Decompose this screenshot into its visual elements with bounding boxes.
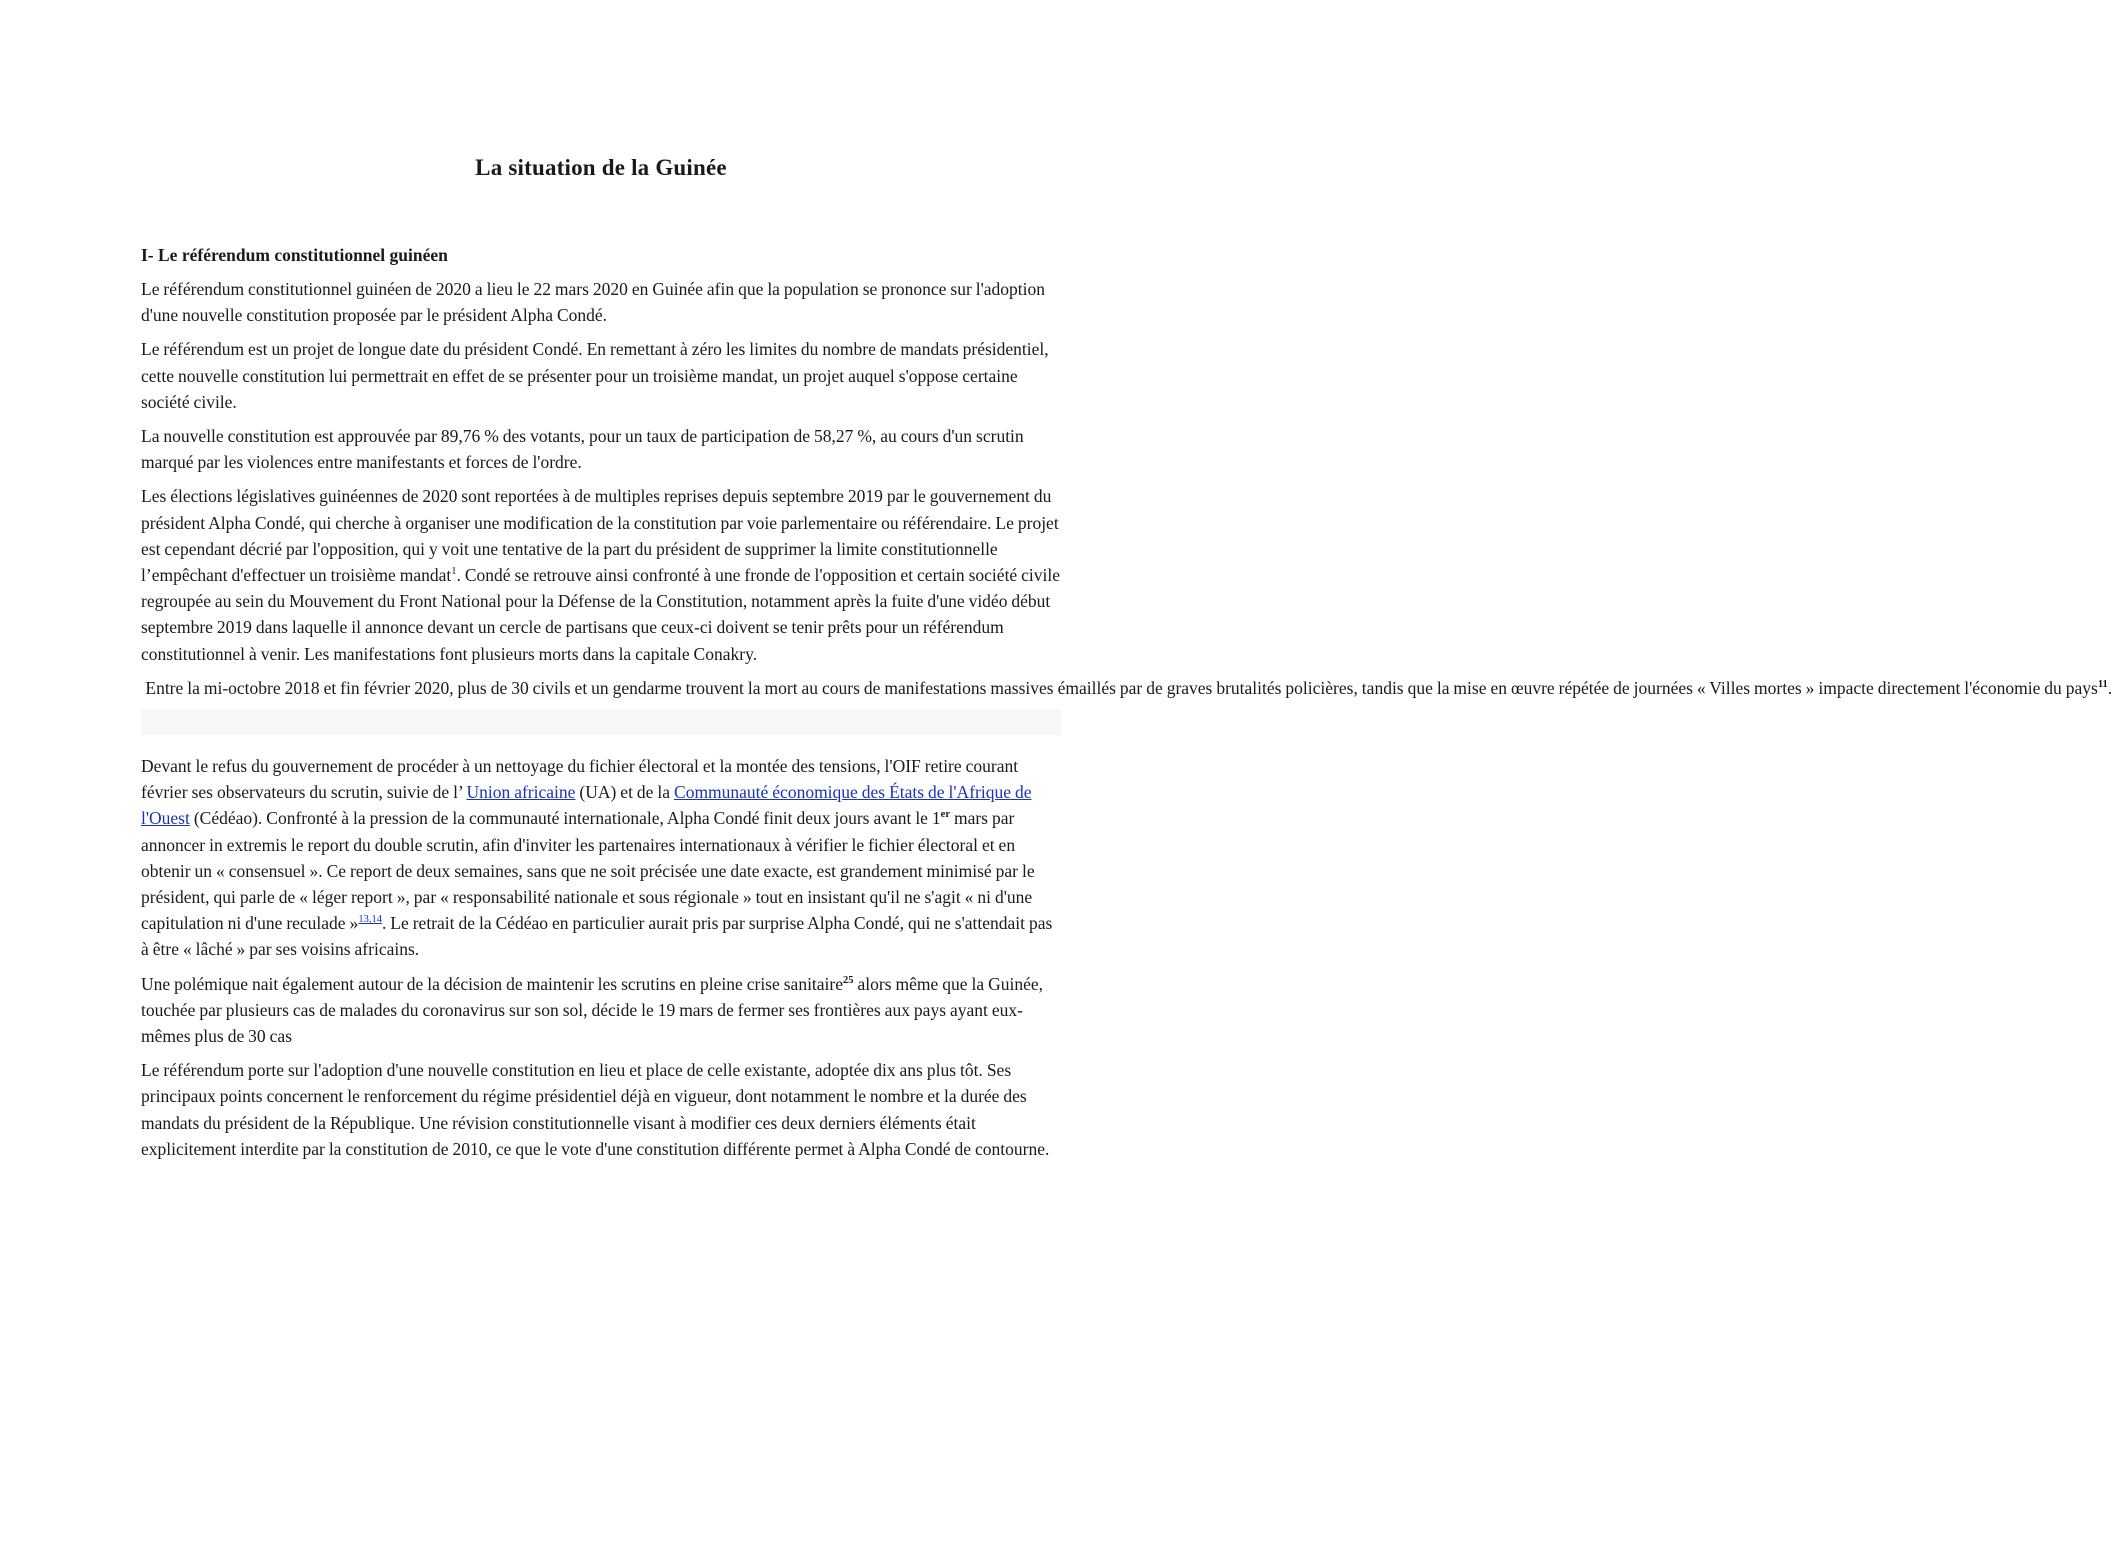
link-cedeao[interactable]: Communauté économique des États de l'Afrique de l'Ouest xyxy=(141,782,1032,829)
paragraph-8: Le référendum porte sur l'adoption d'une nouvelle constitution en lieu et place de celle existante, adoptée dix ans plus tôt. Ses principaux points concernent le renforcement du régime présidentiel déjà en vigueur, dont notamment le nombre et la durée des mandats du président de la République. Une révision constitutionnelle visant à modifier ces deux derniers éléments était explicitement interdite par la constitution de 2010, ce que le vote d'une constitution différente permet à Alpha Condé de contourne. xyxy=(141,1060,1050,1159)
paragraph-6-text-d: mars par annoncer in extremis le report du double scrutin, afin d'inviter les partenaires internationaux à vérifier le fichier électoral et en obtenir un « consensuel ». Ce report de deux semaines, sans que ne soit précisée une date exacte, est grandement minimisé par le président, qui parle de « léger report », par « responsabilité nationale et sous régionale » tout en insistant qu'il ne s'agit « ni d'une capitulation ni d'une reculade » xyxy=(141,808,1035,934)
paragraph-4 xyxy=(141,483,1061,666)
document-title: La situation de la Guinée xyxy=(475,155,727,180)
paragraph-3: La nouvelle constitution est approuvée par 89,76 % des votants, pour un taux de participation de 58,27 %, au cours d'un scrutin marqué par les violences entre manifestants et forces de l'ordre. xyxy=(141,426,1024,473)
footnote-ref-11: 11 xyxy=(2097,679,2108,691)
footnote-ref-25: 25 xyxy=(843,974,854,986)
footnote-ref-13-14[interactable]: 13,14 xyxy=(358,914,382,926)
paragraph-6-text-b: (UA) et de la xyxy=(575,782,675,803)
link-union-africaine[interactable]: Union africaine xyxy=(466,782,576,803)
paragraph-2: Le référendum est un projet de longue date du président Condé. En remettant à zéro les limites du nombre de mandats présidentiel, cette nouvelle constitution lui permettrait en effet de se présenter pour un troisième mandat, un projet auquel s'oppose certaine société civile. xyxy=(141,339,1049,412)
paragraph-7-text-b: alors même que la Guinée, touchée par plusieurs cas de malades du coronavirus sur son sol, décide le 19 mars de fermer ses frontières aux pays ayant eux-mêmes plus de 30 cas xyxy=(141,973,1043,1047)
footnote-ref-1: 1 xyxy=(451,566,457,578)
paragraph-5 xyxy=(141,675,2112,701)
section-heading: I- Le référendum constitutionnel guinéen xyxy=(141,245,448,265)
paragraph-6-text-a: Devant le refus du gouvernement de procéder à un nettoyage du fichier électoral et la montée des tensions, l'OIF retire courant février ses observateurs du scrutin, suivie de l’ xyxy=(141,756,1019,803)
paragraph-1: Le référendum constitutionnel guinéen de 2020 a lieu le 22 mars 2020 en Guinée afin que la population se prononce sur l'adoption d'une nouvelle constitution proposée par le président Alpha Condé. xyxy=(141,279,1046,326)
paragraph-6 xyxy=(141,753,1061,963)
paragraph-6-text-e: . Le retrait de la Cédéao en particulier aurait pris par surprise Alpha Condé, qui ne s'attendait pas à être « lâché » par ses voisins africains. xyxy=(141,913,1053,960)
paragraph-6-text-c: (Cédéao). Confronté à la pression de la communauté internationale, Alpha Condé finit deux jours avant le 1 xyxy=(189,808,941,829)
paragraph-4-text-a: Les élections législatives guinéennes de 2020 sont reportées à de multiples reprises depuis septembre 2019 par le gouvernement du président Alpha Condé, qui cherche à organiser une modification de la constitution par voie parlementaire ou référendaire. Le projet est cependant décrié par l'opposition, qui y voit une tentative de la part du président de supprimer la limite constitutionnelle l’empêchant d'effectuer un troisième mandat xyxy=(141,486,1059,586)
paragraph-7 xyxy=(141,971,1061,1050)
paragraph-4-text-b: . Condé se retrouve ainsi confronté à une fronde de l'opposition et certain société civile regroupée au sein du Mouvement du Front National pour la Défense de la Constitution, notamment après la fuite d'une vidéo début septembre 2019 dans laquelle il annonce devant un cercle de partisans que ceux-ci doivent se tenir prêts pour un référendum constitutionnel à venir. Les manifestations font plusieurs morts dans la capitale Conakry. xyxy=(141,565,1061,664)
paragraph-5-text-a: Entre la mi-octobre 2018 et fin février 2020, plus de 30 civils et un gendarme trouvent la mort au cours de manifestations massives émaillés par de graves brutalités policières, tandis que la mise en œuvre répétée de journées « Villes mortes » impacte directement l'économie du pays xyxy=(141,677,2098,698)
paragraph-5-text-b: . xyxy=(2107,677,2112,698)
superscript-er: er xyxy=(940,809,950,821)
empty-shaded-line xyxy=(141,709,1061,735)
document-body xyxy=(141,242,2112,1170)
paragraph-7-text-a: Une polémique nait également autour de la décision de maintenir les scrutins en pleine crise sanitaire xyxy=(141,973,844,994)
